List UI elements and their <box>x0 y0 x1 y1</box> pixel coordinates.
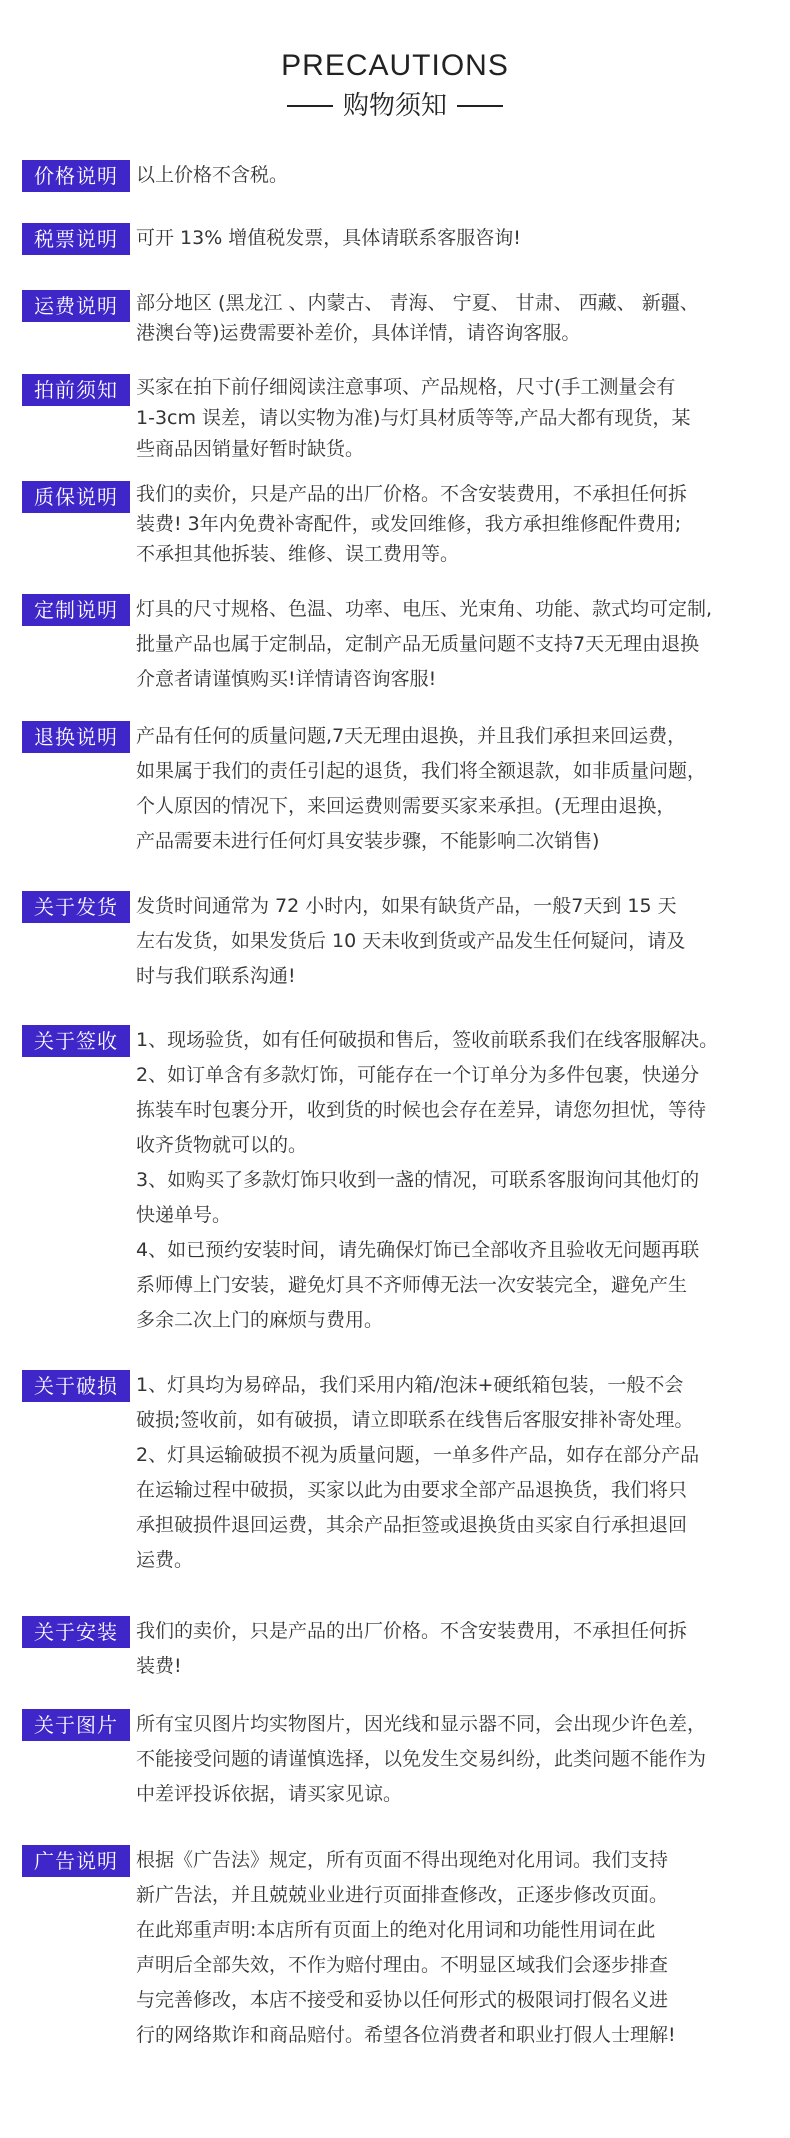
section-line: 中差评投诉依据，请买家见谅。 <box>136 1783 403 1805</box>
section-line: 1、灯具均为易碎品，我们采用内箱/泡沫+硬纸箱包装，一般不会 <box>136 1374 684 1396</box>
section-line: 与完善修改，本店不接受和妥协以任何形式的极限词打假名义进 <box>136 1989 669 2011</box>
section-line: 港澳台等)运费需要补差价，具体详情，请咨询客服。 <box>136 322 581 344</box>
section-line: 4、如已预约安装时间，请先确保灯饰已全部收齐且验收无问题再联 <box>136 1239 700 1261</box>
section-line: 在运输过程中破损，买家以此为由要求全部产品退换货，我们将只 <box>136 1479 688 1501</box>
section-line: 如果属于我们的责任引起的退货，我们将全额退款，如非质量问题， <box>136 760 707 782</box>
section-tag: 关于安装 <box>22 1616 130 1648</box>
section-tag: 拍前须知 <box>22 374 130 406</box>
section-line: 快递单号。 <box>136 1204 232 1226</box>
section-line: 时与我们联系沟通! <box>136 965 296 987</box>
section-tag: 质保说明 <box>22 481 130 513</box>
section-tag: 关于发货 <box>22 891 130 923</box>
section-line: 破损;签收前，如有破损，请立即联系在线售后客服安排补寄处理。 <box>136 1409 694 1431</box>
section-line: 装费! 3年内免费补寄配件，或发回维修，我方承担维修配件费用; <box>136 513 682 535</box>
section-body <box>136 889 788 994</box>
section-line: 介意者请谨慎购买!详情请咨询客服! <box>136 668 437 690</box>
section-line: 2、如订单含有多款灯饰，可能存在一个订单分为多件包裹，快递分 <box>136 1064 700 1086</box>
section-line: 拣装车时包裹分开，收到货的时候也会存在差异，请您勿担忧，等待 <box>136 1099 707 1121</box>
section-line: 声明后全部失效，不作为赔付理由。不明显区域我们会逐步排查 <box>136 1954 669 1976</box>
section-line: 1-3cm 误差，请以实物为准)与灯具材质等等,产品大都有现货，某 <box>136 407 691 429</box>
section-tag: 关于破损 <box>22 1370 130 1402</box>
section-line: 系师傅上门安装，避免灯具不齐师傅无法一次安装完全，避免产生 <box>136 1274 688 1296</box>
section-tag: 关于签收 <box>22 1025 130 1057</box>
section-body <box>136 1707 788 1812</box>
section-line: 3、如购买了多款灯饰只收到一盏的情况，可联系客服询问其他灯的 <box>136 1169 700 1191</box>
section-line: 承担破损件退回运费，其余产品拒签或退换货由买家自行承担退回 <box>136 1514 688 1536</box>
section-line: 些商品因销量好暂时缺货。 <box>136 438 365 460</box>
section-body <box>136 221 788 256</box>
section-line: 可开 13% 增值税发票，具体请联系客服咨询! <box>136 227 521 249</box>
section-line: 灯具的尺寸规格、色温、功率、电压、光束角、功能、款式均可定制, <box>136 598 713 620</box>
section-body <box>136 158 788 193</box>
section-line: 发货时间通常为 72 小时内，如果有缺货产品，一般7天到 15 天 <box>136 895 677 917</box>
section-line: 根据《广告法》规定，所有页面不得出现绝对化用词。我们支持 <box>136 1849 669 1871</box>
section-line: 1、现场验货，如有任何破损和售后，签收前联系我们在线客服解决。 <box>136 1029 719 1051</box>
page-header <box>0 46 790 124</box>
section-line: 运费。 <box>136 1549 194 1571</box>
section-line: 所有宝贝图片均实物图片，因光线和显示器不同，会出现少许色差， <box>136 1713 707 1735</box>
section-line: 以上价格不含税。 <box>136 164 289 186</box>
section-line: 产品有任何的质量问题,7天无理由退换，并且我们承担来回运费， <box>136 725 687 747</box>
section-tag: 关于图片 <box>22 1709 130 1741</box>
page-title-cn-row <box>0 88 790 124</box>
page-title-en: PRECAUTIONS <box>281 49 509 82</box>
section-body <box>136 288 788 348</box>
section-line: 行的网络欺诈和商品赔付。希望各位消费者和职业打假人士理解! <box>136 2024 676 2046</box>
section-tag: 退换说明 <box>22 721 130 753</box>
section-tag: 定制说明 <box>22 594 130 626</box>
section-line: 批量产品也属于定制品，定制产品无质量问题不支持7天无理由退换 <box>136 633 700 655</box>
section-line: 个人原因的情况下，来回运费则需要买家来承担。(无理由退换， <box>136 795 676 817</box>
title-right-dash <box>457 105 503 107</box>
section-body <box>136 1843 788 2053</box>
section-line: 收齐货物就可以的。 <box>136 1134 308 1156</box>
section-body <box>136 1614 788 1684</box>
section-line: 我们的卖价，只是产品的出厂价格。不含安装费用，不承担任何拆 <box>136 1620 688 1642</box>
section-tag: 价格说明 <box>22 160 130 192</box>
section-line: 多余二次上门的麻烦与费用。 <box>136 1309 384 1331</box>
section-tag: 广告说明 <box>22 1845 130 1877</box>
section-body <box>136 1368 788 1578</box>
section-body <box>136 372 788 465</box>
section-line: 装费! <box>136 1655 182 1677</box>
section-line: 部分地区 (黑龙江 、内蒙古、 青海、 宁夏、 甘肃、 西藏、 新疆、 <box>136 292 699 314</box>
section-tag: 税票说明 <box>22 223 130 255</box>
section-line: 产品需要未进行任何灯具安装步骤，不能影响二次销售) <box>136 830 600 852</box>
section-body <box>136 592 788 697</box>
section-body <box>136 1023 788 1338</box>
page-title-cn: 购物须知 <box>342 91 447 121</box>
section-line: 左右发货，如果发货后 10 天未收到货或产品发生任何疑问，请及 <box>136 930 686 952</box>
section-line: 2、灯具运输破损不视为质量问题，一单多件产品，如存在部分产品 <box>136 1444 700 1466</box>
title-left-dash <box>287 105 333 107</box>
section-body <box>136 479 788 569</box>
section-line: 在此郑重声明:本店所有页面上的绝对化用词和功能性用词在此 <box>136 1919 656 1941</box>
section-line: 买家在拍下前仔细阅读注意事项、产品规格，尺寸(手工测量会有 <box>136 376 676 398</box>
section-line: 不能接受问题的请谨慎选择，以免发生交易纠纷，此类问题不能作为 <box>136 1748 707 1770</box>
section-body <box>136 719 788 859</box>
section-tag: 运费说明 <box>22 290 130 322</box>
section-line: 我们的卖价，只是产品的出厂价格。不含安装费用，不承担任何拆 <box>136 483 688 505</box>
section-line: 新广告法，并且兢兢业业进行页面排查修改，正逐步修改页面。 <box>136 1884 669 1906</box>
section-line: 不承担其他拆装、维修、误工费用等。 <box>136 543 460 565</box>
